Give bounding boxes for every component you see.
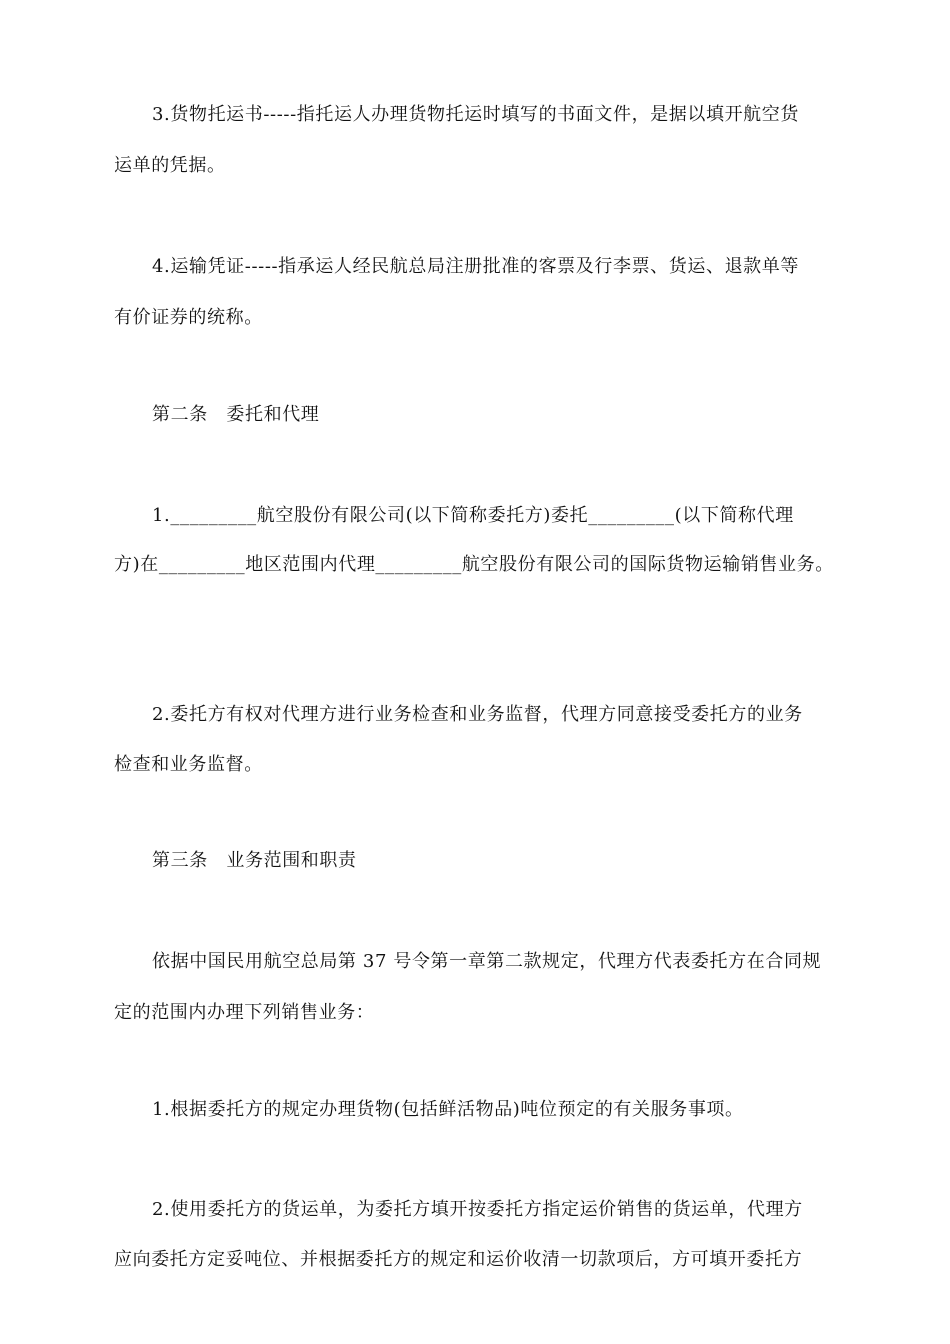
paragraph-4-line-2: 有价证券的统称。 <box>114 307 263 328</box>
article-3-intro-line-1: 依据中国民用航空总局第 37 号令第一章第二款规定，代理方代表委托方在合同规 <box>152 951 822 972</box>
paragraph-3-line-1: 3.货物托运书-----指托运人办理货物托运时填写的书面文件，是据以填开航空货 <box>152 104 799 125</box>
article-2-clause-2-line-1: 2.委托方有权对代理方进行业务检查和业务监督，代理方同意接受委托方的业务 <box>152 704 803 725</box>
article-3-heading: 第三条 业务范围和职责 <box>152 850 357 871</box>
article-2-clause-1-line-1: 1._________航空股份有限公司(以下简称委托方)委托_________(以下简称代理 <box>152 505 794 526</box>
article-3-item-1: 1.根据委托方的规定办理货物(包括鲜活物品)吨位预定的有关服务事项。 <box>152 1099 744 1120</box>
article-2-clause-2-line-2: 检查和业务监督。 <box>114 754 263 775</box>
article-3-item-2-line-2: 应向委托方定妥吨位、并根据委托方的规定和运价收清一切款项后，方可填开委托方 <box>114 1249 803 1270</box>
article-2-clause-1-line-2: 方)在_________地区范围内代理_________航空股份有限公司的国际货物运输销售业务。 <box>114 554 834 575</box>
article-3-intro-line-2: 定的范围内办理下列销售业务： <box>114 1002 375 1023</box>
article-3-item-2-line-1: 2.使用委托方的货运单，为委托方填开按委托方指定运价销售的货运单，代理方 <box>152 1199 803 1220</box>
paragraph-3-line-2: 运单的凭据。 <box>114 155 226 176</box>
paragraph-4-line-1: 4.运输凭证-----指承运人经民航总局注册批准的客票及行李票、货运、退款单等 <box>152 256 799 277</box>
article-2-heading: 第二条 委托和代理 <box>152 404 320 425</box>
